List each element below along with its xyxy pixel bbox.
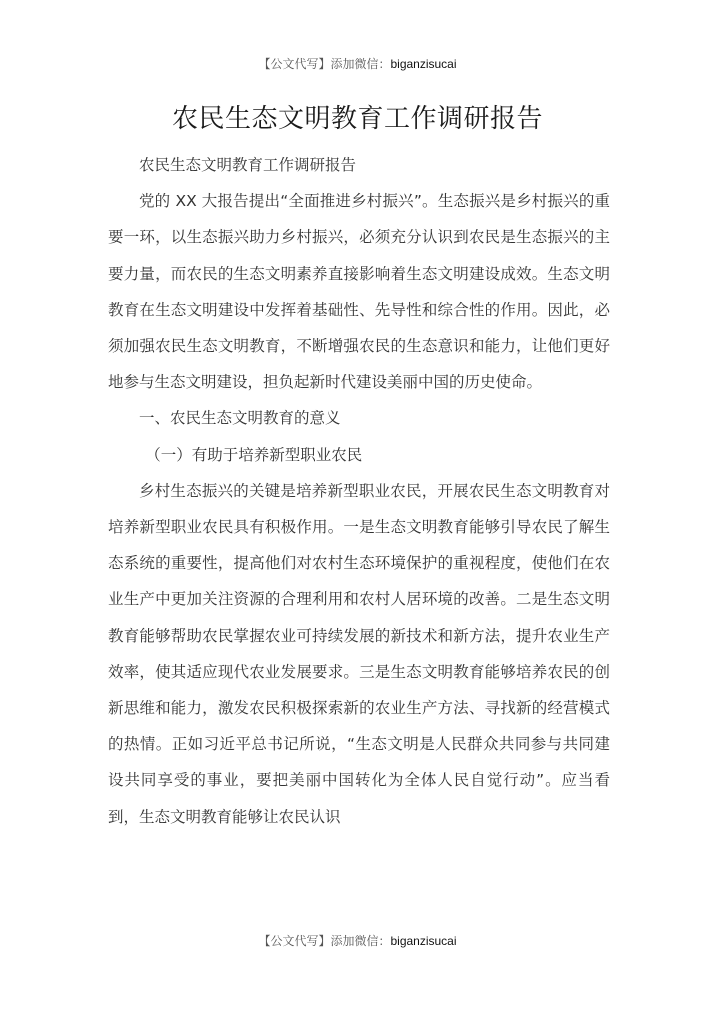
paragraph: 党的 XX 大报告提出“全面推进乡村振兴”。生态振兴是乡村振兴的重要一环，以生态振兴助力乡村振兴，必须充分认识到农民是生态振兴的主要力量，而农民的生态文明素养直接影响着生态文明建设成效。生态文明教育在生态文明建设中发挥着基础性、先导性和综合性的作用。因此，必须加强农民生态文明教育，不断增强农民的生态意识和能力，让他们更好地参与生态文明建设，担负起新时代建设美丽中国的历史使命。 — [108, 192, 610, 392]
subsection-heading: （一）有助于培养新型职业农民 — [145, 445, 363, 464]
footer-label: 【公文代写】添加微信： — [258, 934, 391, 948]
header-contact: biganzisucai — [390, 57, 457, 71]
header-label: 【公文代写】添加微信： — [258, 57, 391, 71]
document-body — [108, 147, 610, 835]
section-heading: 一、农民生态文明教育的意义 — [139, 409, 341, 428]
footer-watermark — [0, 932, 715, 949]
paragraph: 乡村生态振兴的关键是培养新型职业农民，开展农民生态文明教育对培养新型职业农民具有积极作用。一是生态文明教育能够引导农民了解生态系统的重要性，提高他们对农村生态环境保护的重视程度，使他们在农业生产中更加关注资源的合理利用和农村人居环境的改善。二是生态文明教育能够帮助农民掌握农业可持续发展的新技术和新方法，提升农业生产效率，使其适应现代农业发展要求。三是生态文明教育能够培养农民的创新思维和能力，激发农民积极探索新的农业生产方法、寻找新的经营模式的热情。正如习近平总书记所说，“生态文明是人民群众共同参与共同建设共同享受的事业，要把美丽中国转化为全体人民自觉行动”。应当看到，生态文明教育能够让农民认识 — [108, 481, 610, 826]
document-title: 农民生态文明教育工作调研报告 — [171, 104, 543, 134]
document-subtitle: 农民生态文明教育工作调研报告 — [139, 156, 357, 174]
footer-contact: biganzisucai — [390, 934, 457, 948]
header-watermark — [0, 55, 715, 72]
